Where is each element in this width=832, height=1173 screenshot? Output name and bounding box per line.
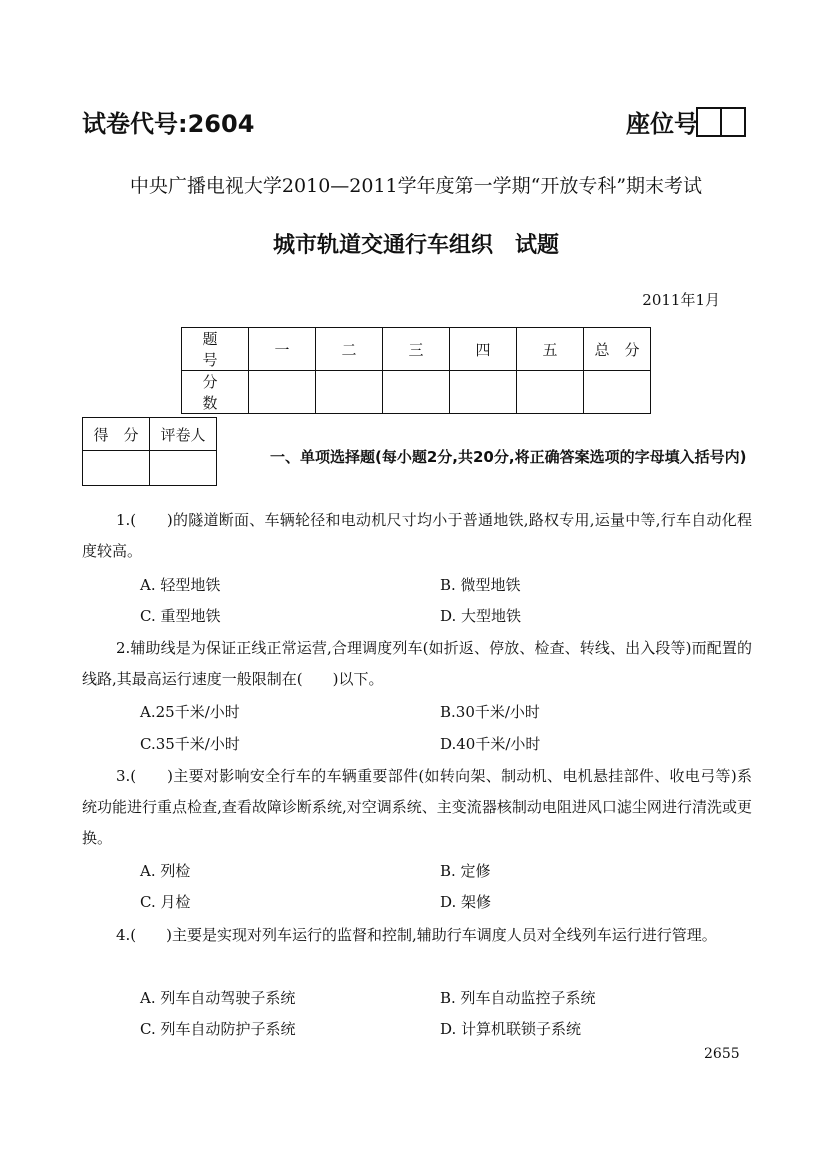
score-cell[interactable] xyxy=(584,371,651,414)
score-col-3: 三 xyxy=(383,328,450,371)
question-4-option-c: C. 列车自动防护子系统 xyxy=(140,1020,296,1038)
question-3-option-c: C. 月检 xyxy=(140,893,191,911)
score-table-score-row xyxy=(182,371,651,414)
seat-number-field xyxy=(626,104,746,139)
question-3-text: 3.( )主要对影响安全行车的车辆重要部件(如转向架、制动机、电机悬挂部件、收电弓等)系统功能进行重点检查,查看故障诊断系统,对空调系统、主变流器核制动电阻进风口滤尘网进行清洗或更换。 xyxy=(82,767,752,847)
score-col-5: 五 xyxy=(517,328,584,371)
grader-cell[interactable] xyxy=(150,451,217,486)
question-2-option-c: C.35千米/小时 xyxy=(140,735,240,753)
question-3-option-a: A. 列检 xyxy=(140,862,191,880)
seat-box-1[interactable] xyxy=(696,107,722,137)
score-col-total: 总 分 xyxy=(584,328,651,371)
question-1-option-b: B. 微型地铁 xyxy=(440,576,521,594)
question-4-option-b: B. 列车自动监控子系统 xyxy=(440,989,596,1007)
question-2-option-d: D.40千米/小时 xyxy=(440,735,541,753)
section-score-cell[interactable] xyxy=(83,451,150,486)
section-score-label: 得 分 xyxy=(83,418,150,451)
question-4-text: 4.( )主要是实现对列车运行的监督和控制,辅助行车调度人员对全线列车运行进行管理。 xyxy=(116,926,717,944)
question-2-text: 2.辅助线是为保证正线正常运营,合理调度列车(如折返、停放、检查、转线、出入段等)而配置的线路,其最高运行速度一般限制在( )以下。 xyxy=(82,639,752,688)
exam-header-line: 中央广播电视大学2010—2011学年度第一学期“开放专科”期末考试 xyxy=(129,175,703,197)
score-cell[interactable] xyxy=(450,371,517,414)
exam-code: 试卷代号:2604 xyxy=(82,110,255,138)
score-cell[interactable] xyxy=(517,371,584,414)
question-3-option-d: D. 架修 xyxy=(440,893,492,911)
seat-label: 座位号 xyxy=(626,110,698,138)
score-table xyxy=(181,327,651,414)
exam-date: 2011年1月 xyxy=(642,291,720,309)
score-label: 分 数 xyxy=(182,371,249,414)
question-number-label: 题 号 xyxy=(182,328,249,371)
question-3-option-b: B. 定修 xyxy=(440,862,491,880)
seat-box-2[interactable] xyxy=(720,107,746,137)
exam-title: 城市轨道交通行车组织 试题 xyxy=(272,233,559,258)
grader-table xyxy=(82,417,217,486)
score-table-header-row xyxy=(182,328,651,371)
question-1-option-a: A. 轻型地铁 xyxy=(140,576,221,594)
question-1-option-d: D. 大型地铁 xyxy=(440,607,522,625)
score-col-4: 四 xyxy=(450,328,517,371)
score-cell[interactable] xyxy=(383,371,450,414)
question-4-option-a: A. 列车自动驾驶子系统 xyxy=(140,989,296,1007)
question-2-option-a: A.25千米/小时 xyxy=(140,703,240,721)
question-1-option-c: C. 重型地铁 xyxy=(140,607,221,625)
page-number: 2655 xyxy=(704,1046,740,1062)
question-2-option-b: B.30千米/小时 xyxy=(440,703,540,721)
grader-label: 评卷人 xyxy=(150,418,217,451)
score-col-1: 一 xyxy=(249,328,316,371)
question-1-text: 1.( )的隧道断面、车辆轮径和电动机尺寸均小于普通地铁,路权专用,运量中等,行车自动化程度较高。 xyxy=(82,511,752,560)
question-4-option-d: D. 计算机联锁子系统 xyxy=(440,1020,582,1038)
score-cell[interactable] xyxy=(249,371,316,414)
section-title: 一、单项选择题(每小题2分,共20分,将正确答案选项的字母填入括号内) xyxy=(270,448,747,466)
score-cell[interactable] xyxy=(316,371,383,414)
score-col-2: 二 xyxy=(316,328,383,371)
